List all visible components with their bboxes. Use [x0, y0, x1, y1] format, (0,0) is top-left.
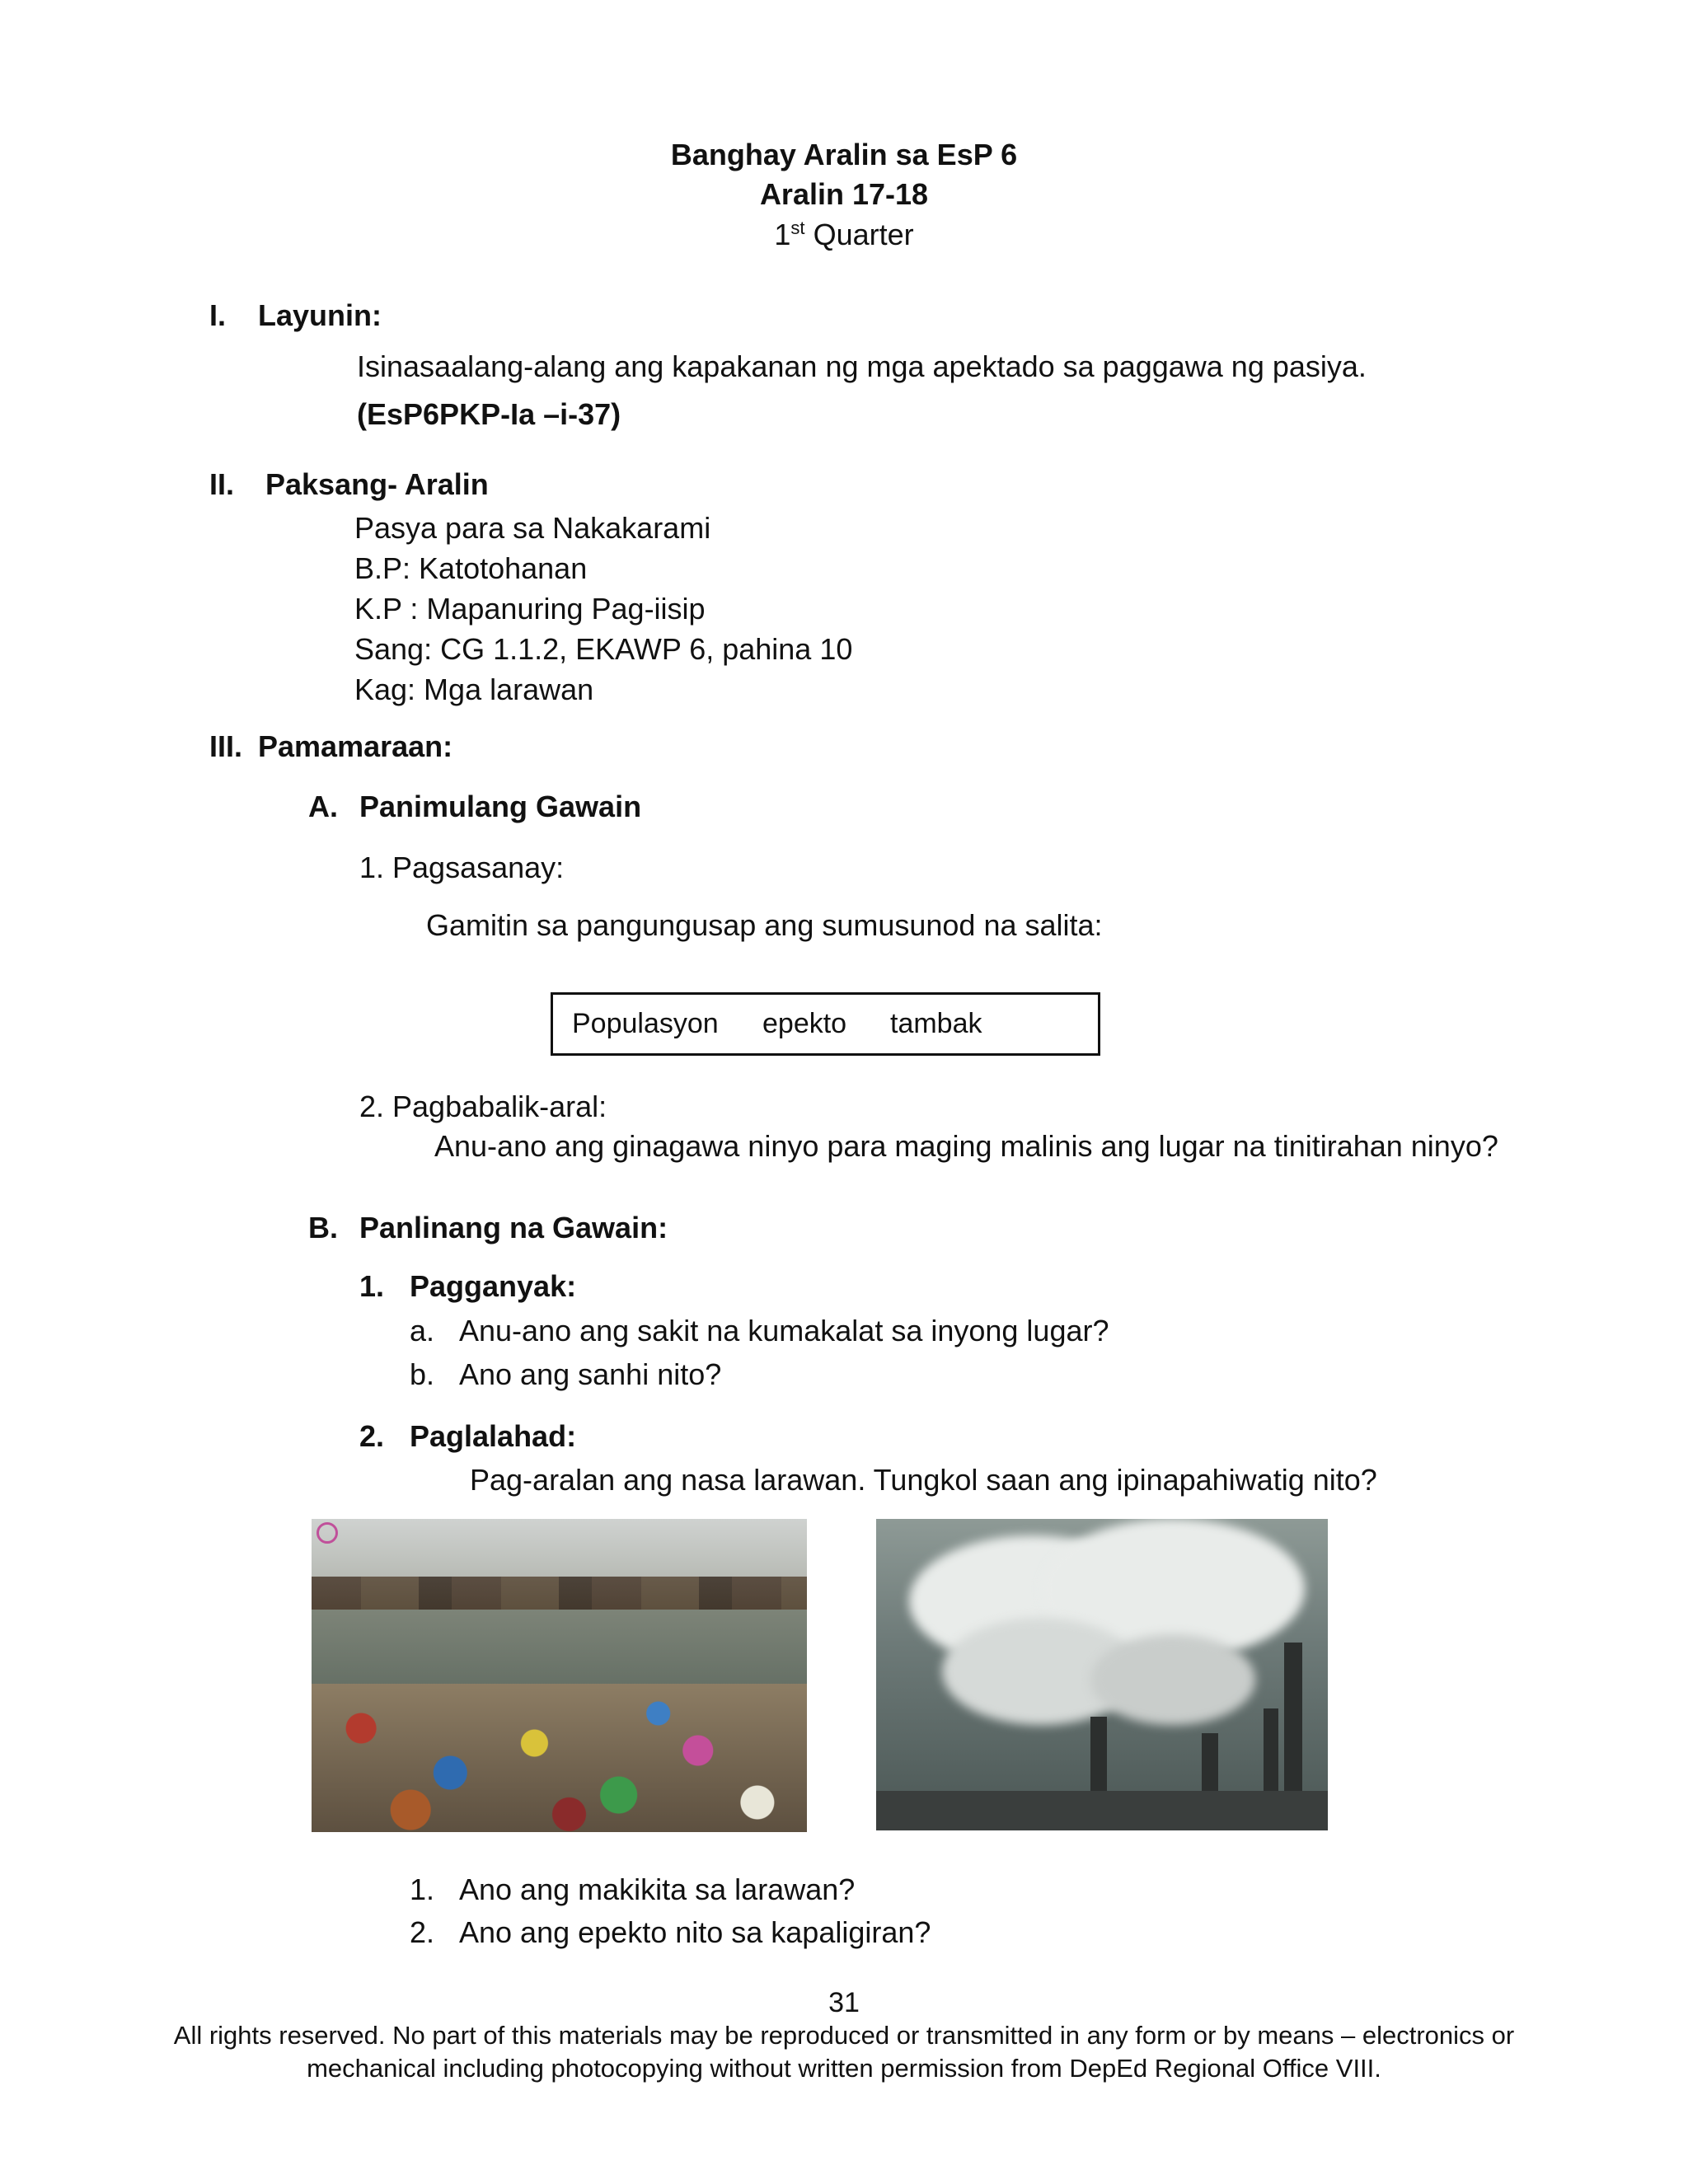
vocab-word: tambak	[890, 1008, 982, 1039]
topic-line: K.P : Mapanuring Pag-iisip	[354, 592, 706, 626]
section2-numeral: II.	[209, 467, 235, 501]
vocab-word: epekto	[762, 1008, 847, 1039]
question-text: Anu-ano ang sakit na kumakalat sa inyong lugar?	[459, 1314, 1109, 1347]
section3-numeral: III.	[209, 729, 243, 763]
image-question-number: 2.	[410, 1915, 435, 1949]
partB-letter: B.	[308, 1211, 338, 1244]
watermark-badge-icon	[316, 1522, 338, 1544]
partB-heading: Panlinang na Gawain:	[359, 1211, 668, 1244]
motivation-number: 1.	[359, 1269, 385, 1303]
vocabulary-box	[551, 992, 1100, 1056]
presentation-instruction: Pag-aralan ang nasa larawan. Tungkol saan ang ipinapahiwatig nito?	[470, 1463, 1377, 1497]
section1-code: (EsP6PKP-Ia –i-37)	[357, 397, 621, 431]
quarter-label	[0, 218, 1688, 252]
question-text: Ano ang sanhi nito?	[459, 1357, 722, 1391]
page-number: 31	[828, 1987, 860, 2018]
question-letter: a.	[410, 1314, 435, 1347]
lesson-plan-title: Banghay Aralin sa EsP 6	[670, 138, 1018, 171]
image-question-text: Ano ang makikita sa larawan?	[459, 1872, 856, 1906]
drill-item: 1. Pagsasanay:	[359, 851, 565, 884]
quarter-word: Quarter	[813, 218, 914, 251]
factory-smoke-photo	[876, 1519, 1328, 1830]
copyright-line: mechanical including photocopying without written permission from DepEd Regional Office VIII.	[307, 2054, 1381, 2083]
presentation-number: 2.	[359, 1419, 385, 1453]
partA-letter: A.	[308, 790, 338, 823]
section1-numeral: I.	[209, 298, 227, 332]
copyright-line: All rights reserved. No part of this materials may be reproduced or transmitted in any form or by means – electronics or	[173, 2021, 1515, 2050]
presentation-label: Paglalahad:	[410, 1419, 577, 1453]
question-letter: b.	[410, 1357, 435, 1391]
partA-heading: Panimulang Gawain	[359, 790, 642, 823]
section3-heading: Pamamaraan:	[258, 729, 453, 763]
review-question: Anu-ano ang ginagawa ninyo para maging malinis ang lugar na tinitirahan ninyo?	[434, 1129, 1498, 1163]
topic-line: B.P: Katotohanan	[354, 551, 588, 585]
section2-heading: Paksang- Aralin	[265, 467, 489, 501]
vocab-word: Populasyon	[572, 1008, 719, 1039]
quarter-number: 1	[774, 218, 791, 251]
image-question-number: 1.	[410, 1872, 435, 1906]
polluted-river-photo	[312, 1519, 807, 1832]
motivation-label: Pagganyak:	[410, 1269, 577, 1303]
topic-line: Kag: Mga larawan	[354, 673, 594, 706]
topic-line: Pasya para sa Nakakarami	[354, 511, 711, 545]
section1-objective: Isinasaalang-alang ang kapakanan ng mga apektado sa paggawa ng pasiya.	[357, 349, 1367, 383]
drill-instruction: Gamitin sa pangungusap ang sumusunod na salita:	[426, 908, 1103, 942]
review-item: 2. Pagbabalik-aral:	[359, 1090, 607, 1123]
section1-heading: Layunin:	[258, 298, 382, 332]
image-question-text: Ano ang epekto nito sa kapaligiran?	[459, 1915, 931, 1949]
quarter-superscript: st	[790, 218, 805, 238]
lesson-number: Aralin 17-18	[759, 177, 929, 211]
topic-line: Sang: CG 1.1.2, EKAWP 6, pahina 10	[354, 632, 853, 666]
